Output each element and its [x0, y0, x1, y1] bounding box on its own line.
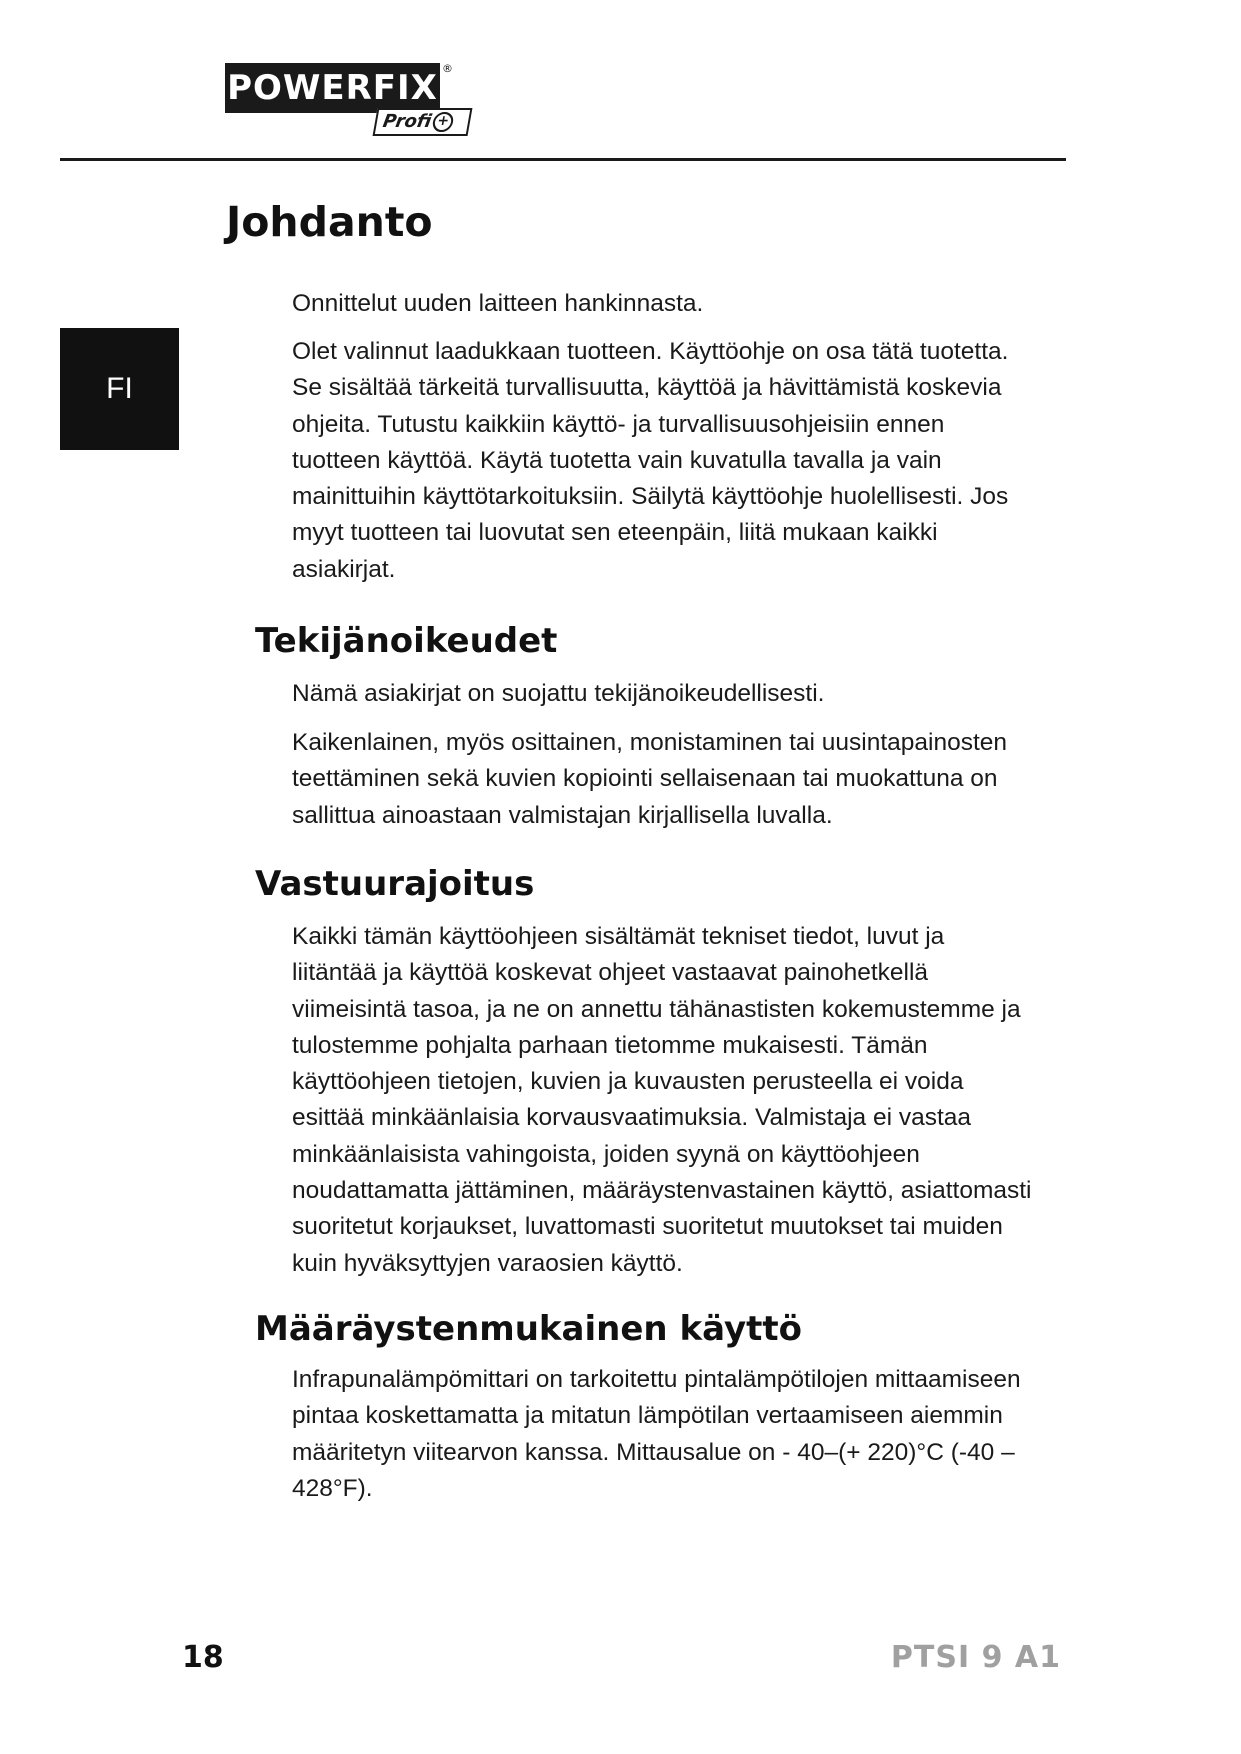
section-title-copyright: Tekijänoikeudet — [255, 621, 558, 661]
intro-paragraph-2: Olet valinnut laadukkaan tuotteen. Käyttöohje on osa tätä tuotetta. Se sisältää tärkeitä turvallisuutta, käyttöä ja hävittämistä koskevia ohjeita. Tutustu kaikkiin käyttö- ja turvallisuusohjeisiin ennen tuotteen käyttöä. Käytä tuotetta vain kuvatulla tavalla ja vain mainittuihin käyttötarkoituksiin. Säilytä käyttöohje huolellisesti. Jos myyt tuotteen tai luovutat sen eteenpäin, liitä mukaan kaikki asiakirjat. — [292, 338, 1009, 583]
intro-paragraph-1: Onnittelut uuden laitteen hankinnasta. — [292, 290, 704, 317]
section-title-intro: Johdanto — [226, 198, 433, 246]
plus-icon: + — [431, 112, 455, 132]
header-divider — [60, 158, 1066, 161]
registered-mark: ® — [442, 62, 453, 75]
logo-subbrand-text: Profi — [381, 111, 434, 132]
logo-subbrand — [373, 108, 473, 136]
logo-wordmark: POWERFIX — [225, 63, 440, 113]
brand-logo — [225, 63, 475, 139]
copyright-paragraph-2: Kaikenlainen, myös osittainen, monistaminen tai uusintapainosten teettäminen sekä kuvien kopiointi sellaisenaan tai muokattuna on sallittua ainoastaan valmistajan kirjallisella luvalla. — [292, 729, 1008, 829]
copyright-paragraph-1: Nämä asiakirjat on suojattu tekijänoikeudellisesti. — [292, 680, 825, 707]
language-tab: FI — [60, 328, 179, 450]
section-title-intended-use: Määräystenmukainen käyttö — [255, 1309, 802, 1349]
liability-paragraph: Kaikki tämän käyttöohjeen sisältämät tekniset tiedot, luvut ja liitäntää ja käyttöä koskevat ohjeet vastaavat painohetkellä viimeisintä tasoa, ja ne on annettu tähänastisten kokemustemme ja tulostemme pohjalta parhaan tietomme mukaisesti. Tämän käyttöohjeen tietojen, kuvien ja kuvausten perusteella ei voida esittää minkäänlaisia korvausvaatimuksia. Valmistaja ei vastaa minkäänlaisista vahingoista, joiden syynä on käyttöohjeen noudattamatta jättäminen, määräystenvastainen käyttö, asiattomasti suoritetut korjaukset, luvattomasti suoritetut muutokset tai muiden kuin hyväksyttyjen varaosien käyttö. — [292, 923, 1032, 1277]
model-number: PTSI 9 A1 — [890, 1640, 1061, 1675]
section-title-liability: Vastuurajoitus — [255, 864, 535, 904]
intended-use-paragraph: Infrapunalämpömittari on tarkoitettu pintalämpötilojen mittaamiseen pintaa koskettamatta ja mitatun lämpötilan vertaamiseen aiemmin määritetyn viitearvon kanssa. Mittausalue on - 40–(+ 220)°C (-40 – 428°F). — [292, 1366, 1021, 1502]
page-number: 18 — [182, 1640, 224, 1675]
